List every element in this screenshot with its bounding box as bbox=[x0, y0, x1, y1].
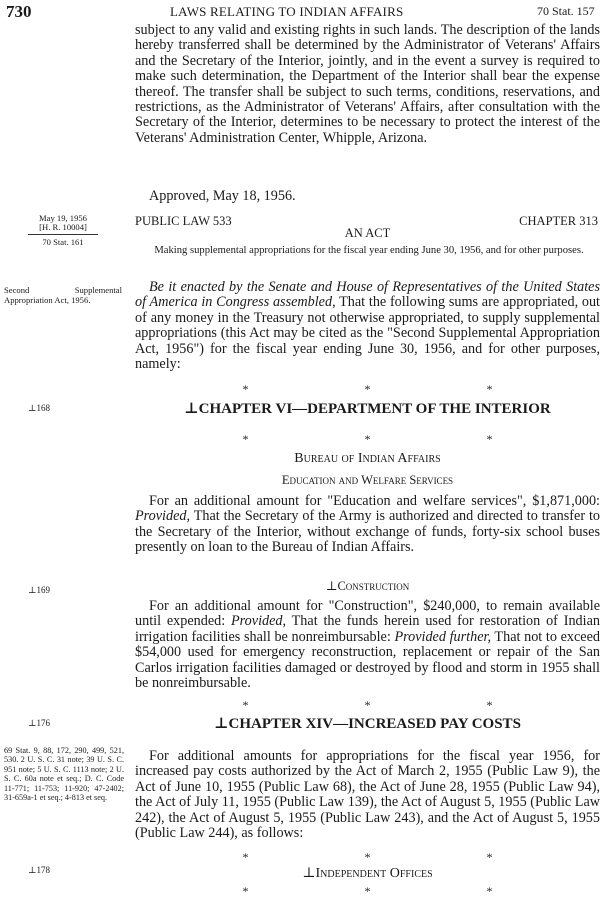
margin-ref-169: ⊥169 bbox=[28, 585, 50, 595]
construction-heading: ⊥Construction bbox=[325, 579, 410, 593]
pay-costs-paragraph: For additional amounts for appropriations for the fiscal year 1956, for increased pay costs authorized by the Act of March 2, 1955 (Public Law 9), the Act of June 10, 1955 (Public Law 68), the Act of June 28, 1955 (Public Law 94), the Act of July 11, 1955 (Public Law 139), the Act of August 5, 1955 (Public Law 242), the Act of August 5, 1955 (Public Law 243), and the Act of August 5, 1955 (Public Law 244), as follows: bbox=[135, 748, 600, 842]
approved-line: Approved, May 18, 1956. bbox=[149, 188, 296, 204]
margin-bill: [H. R. 10004] bbox=[39, 222, 87, 232]
bureau-heading: Bureau of Indian Affairs bbox=[294, 451, 441, 466]
margin-divider bbox=[28, 234, 98, 235]
enacting-italic: Be it enacted by the Senate and House of Representatives of the United States of America in Congress assembled, bbox=[135, 279, 600, 311]
stars-row: * * * bbox=[242, 698, 493, 712]
margin-stat161: 70 Stat. 161 bbox=[42, 237, 84, 247]
margin-ref-168: ⊥168 bbox=[28, 403, 50, 413]
margin-act-name: Second Supplemental Appropriation Act, 1956. bbox=[4, 285, 122, 305]
enacting-clause bbox=[135, 280, 600, 372]
enacting-rest: That the following sums are appropriated, out of any money in the Treasury not otherwise appropriated, to supply supplemental appropriations (this Act may be cited as the "Second Supplemental Appropriation Act, 1956") for the fiscal year ending June 30, 1956, and for other purposes, namely: bbox=[135, 294, 600, 373]
intro-paragraph: subject to any valid and existing rights in such lands. The description of the lands hereby transferred shall be determined by the Administrator of Veterans' Affairs and the Secretary of the Interior, jointly, and in the event a survey is required to make such determination, the Department of the Interior shall bear the expense thereof. The transfer shall be subject to such terms, conditions, reservations, and restrictions, as the Administrator of Veterans' Affairs, after consultation with the Secretary of the Interior, determines to be necessary to protect the interest of the Veterans' Administration Center, Whipple, Arizona. bbox=[135, 22, 600, 146]
an-act-heading: AN ACT bbox=[344, 226, 391, 240]
margin-date: May 19, 1956 bbox=[39, 213, 87, 223]
chapter-number: CHAPTER 313 bbox=[519, 214, 598, 228]
construction-paragraph: For an additional amount for "Construction", $240,000, to remain available until expended: Provided, That the funds herein used for restoration of Indian irrigation facilities shall be nonreimbursable: Provided further, That not to exceed $54,000 used for emergency reconstruction, replacement or repair of the San Carlos irrigation facilities damaged or destroyed by flood and storm in 1955 shall be nonreimbursable. bbox=[135, 598, 600, 692]
act-purpose: Making supplemental appropriations for the fiscal year ending June 30, 1956, and for other purposes. bbox=[154, 245, 584, 256]
education-paragraph: For an additional amount for "Education and welfare services", $1,871,000: Provided, That the Secretary of the Army is authorized and directed to transfer to the Secretary of the Interior, without exchange of funds, forty-six school buses presently on loan to the Bureau of Indian Affairs. bbox=[135, 493, 600, 556]
stars-row: * * * bbox=[242, 850, 493, 864]
stars-row: * * * bbox=[242, 884, 493, 898]
page-number: 730 bbox=[6, 2, 32, 21]
independent-offices-heading: ⊥Independent Offices bbox=[302, 866, 433, 881]
chapter-xiv-heading: ⊥CHAPTER XIV—INCREASED PAY COSTS bbox=[214, 716, 521, 732]
education-heading: Education and Welfare Services bbox=[281, 473, 454, 487]
running-title: LAWS RELATING TO INDIAN AFFAIRS bbox=[170, 4, 404, 19]
public-law-number: PUBLIC LAW 533 bbox=[135, 214, 232, 228]
stars-row: * * * bbox=[242, 382, 493, 396]
margin-ref-178: ⊥178 bbox=[28, 865, 50, 875]
margin-ref-176: ⊥176 bbox=[28, 718, 50, 728]
margin-citations: 69 Stat. 9, 88, 172, 290, 499, 521, 530. 2 U. S. C. 31 note; 39 U. S. C. 951 note; 5 U. S. C. 1113 note; 2 U. S. C. 60a note et seq.; D. C. Code 11-771; 11-753; 11-920; 47-2402; 31-659a-1 et seq.; 4-813 et seq. bbox=[4, 746, 124, 803]
stars-row: * * * bbox=[242, 432, 493, 446]
chapter-vi-heading: ⊥CHAPTER VI—DEPARTMENT OF THE INTERIOR bbox=[184, 401, 551, 417]
header-stat: 70 Stat. 157 bbox=[537, 4, 595, 18]
